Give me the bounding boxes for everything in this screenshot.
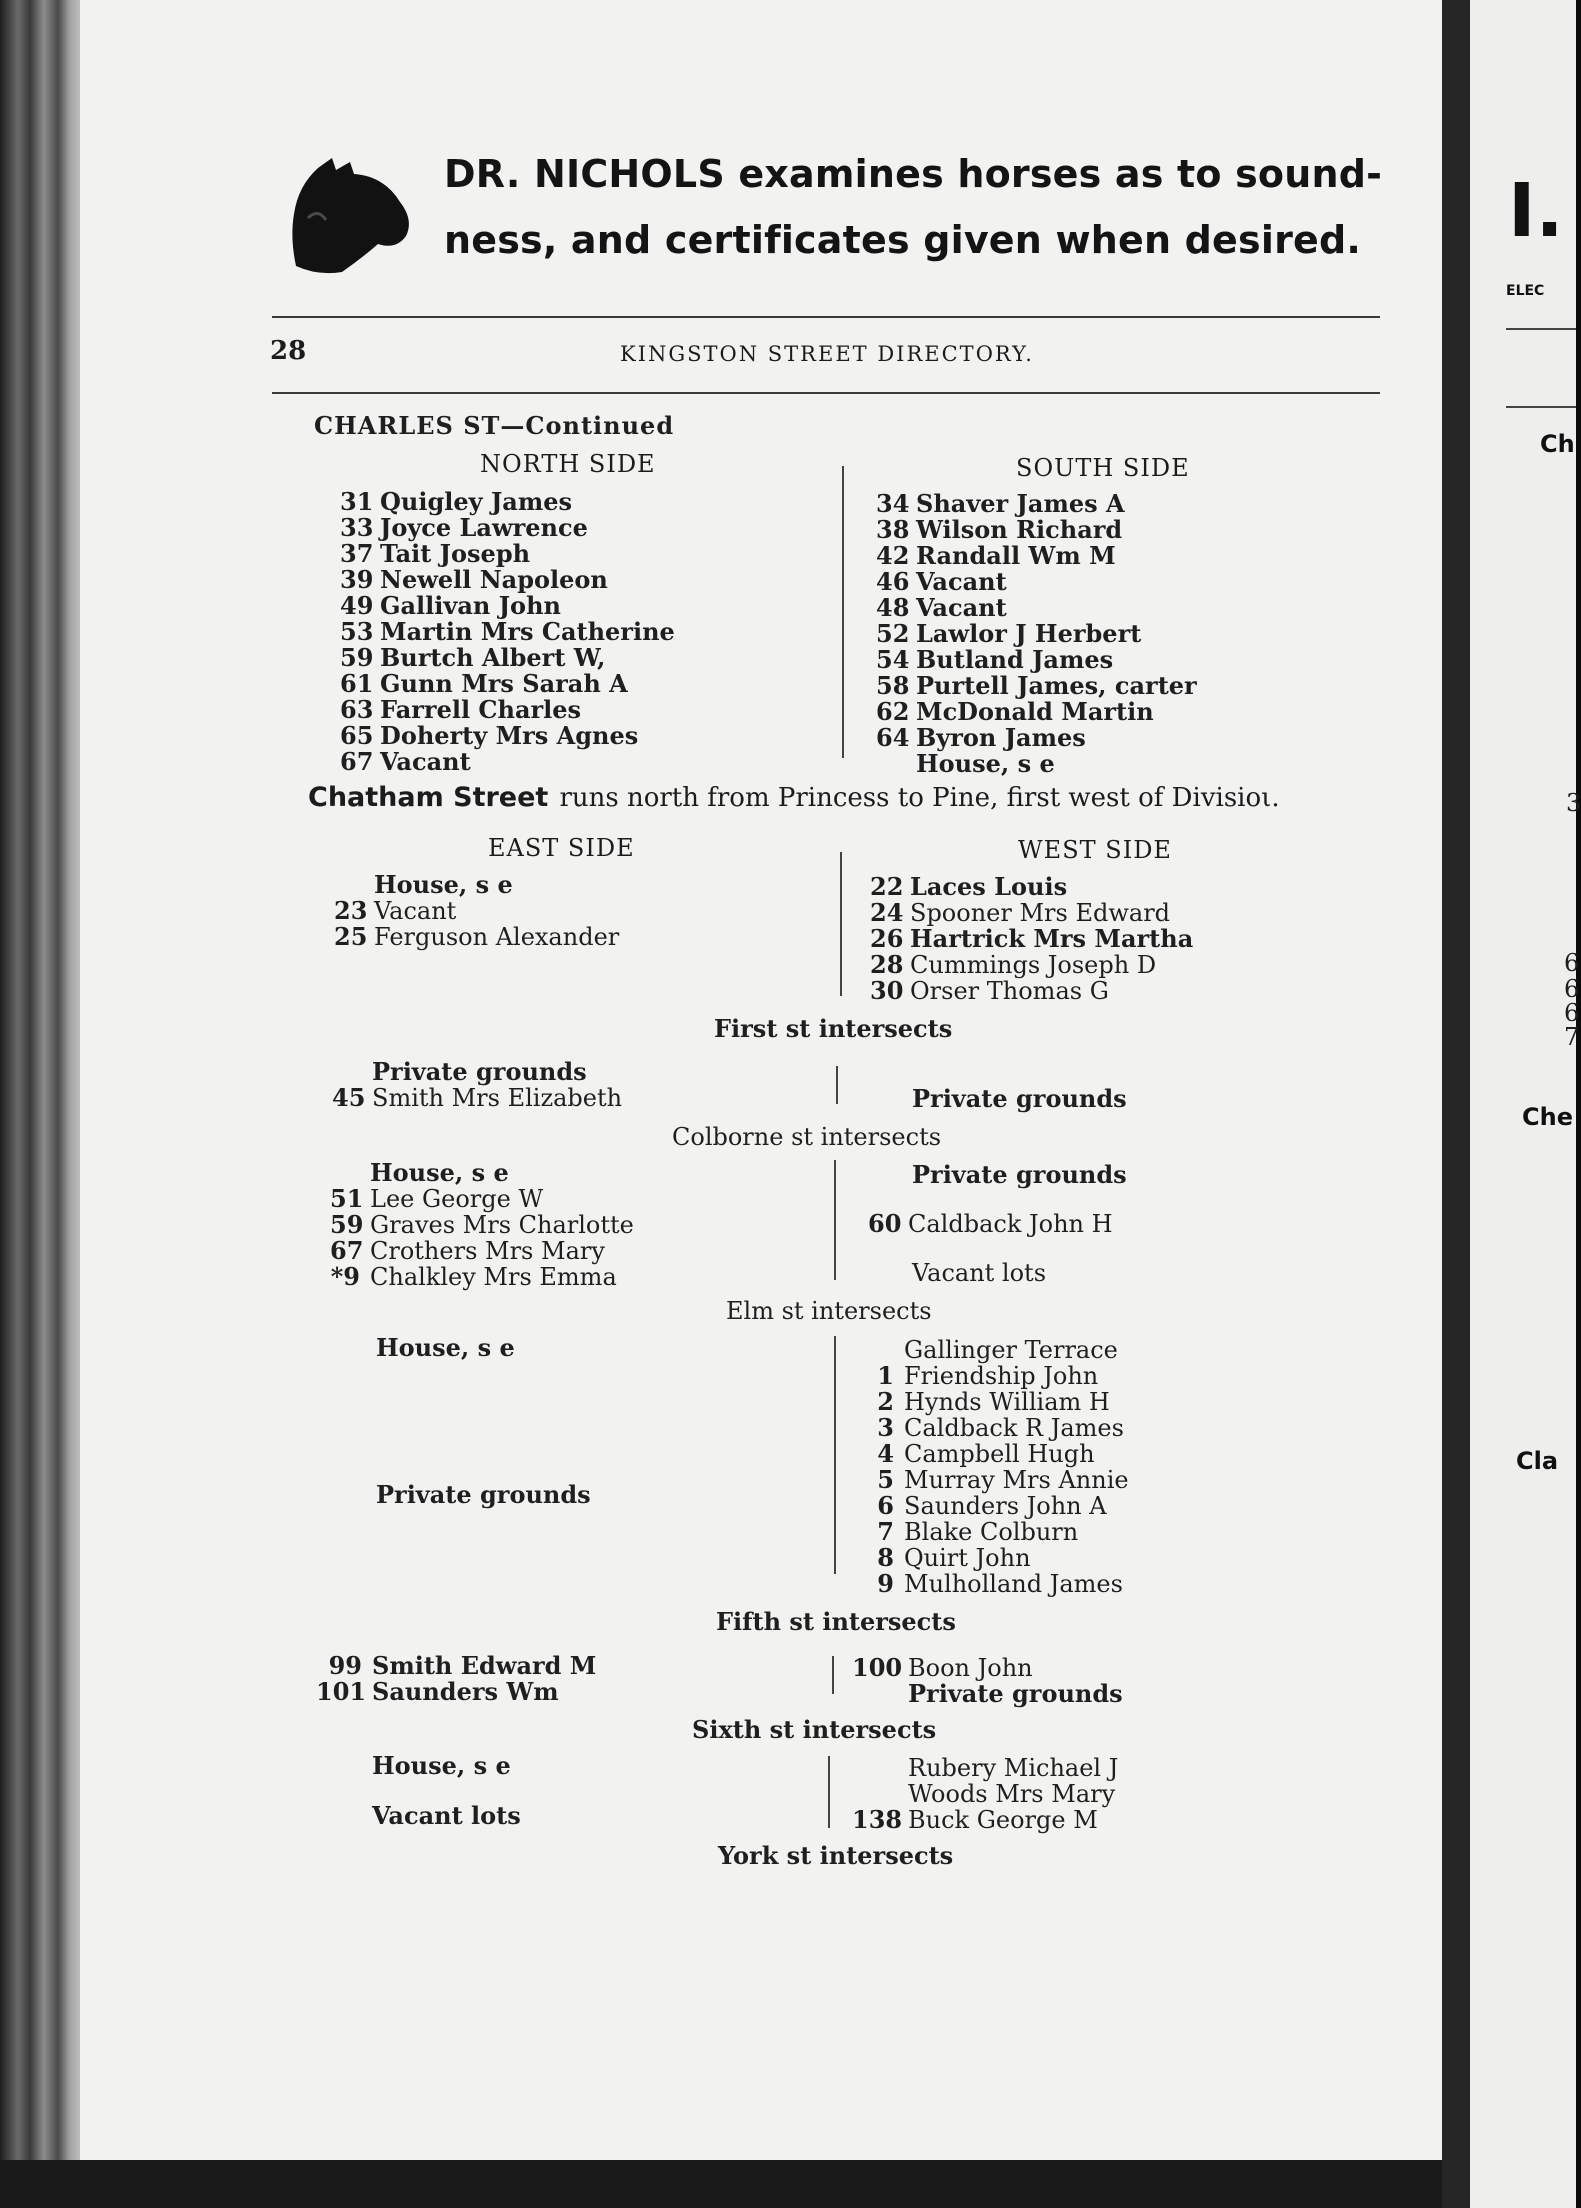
south-side-heading: SOUTH SIDE <box>1016 454 1190 482</box>
list-item: 6 Saunders John A <box>877 1491 1107 1520</box>
facing-page-number: 6 <box>1564 975 1580 1003</box>
list-item: 46 Vacant <box>876 567 1007 596</box>
list-item: 31 Quigley James <box>340 487 573 516</box>
list-item: 9 Mulholland James <box>877 1569 1123 1598</box>
list-item: Rubery Michael J <box>908 1754 1119 1782</box>
north-side-heading: NORTH SIDE <box>480 450 656 478</box>
list-item: 48 Vacant <box>876 593 1007 622</box>
list-item: 38 Wilson Richard <box>876 515 1123 544</box>
list-item: 42 Randall Wm M <box>876 541 1116 570</box>
sixth-st-intersects: Sixth st intersects <box>692 1715 937 1744</box>
ad-line-1: DR. NICHOLS examines horses as to sound- <box>444 152 1383 196</box>
list-item: 53 Martin Mrs Catherine <box>340 617 675 646</box>
york-st-intersects: York st intersects <box>718 1841 954 1870</box>
facing-page-heading-3: Cla <box>1516 1447 1559 1475</box>
west-list-block5 <box>852 1655 1123 1707</box>
list-item: 51 Lee George W <box>330 1184 544 1213</box>
chatham-street-heading <box>308 782 1280 813</box>
list-item: 22 Laces Louis <box>870 872 1068 901</box>
west-list-block1 <box>870 874 1193 1004</box>
east-list-block2 <box>332 1059 622 1111</box>
column-divider <box>842 466 844 758</box>
directory-page <box>80 0 1442 2160</box>
list-item: 25 Ferguson Alexander <box>334 922 620 951</box>
east-private-grounds: Private grounds <box>376 1480 591 1509</box>
facing-page-big-letter: I. <box>1508 168 1564 254</box>
fifth-st-intersects: Fifth st intersects <box>716 1607 956 1636</box>
list-item: 34 Shaver James A <box>876 489 1125 518</box>
facing-page-number: 7 <box>1564 1023 1580 1051</box>
list-item: 1 Friendship John <box>877 1361 1099 1390</box>
running-title: KINGSTON STREET DIRECTORY. <box>620 342 1034 366</box>
elm-st-intersects: Elm st intersects <box>726 1297 932 1325</box>
list-item: 52 Lawlor J Herbert <box>876 619 1142 648</box>
list-item: 7 Blake Colburn <box>877 1517 1079 1546</box>
list-item: House, s e <box>374 870 513 899</box>
list-item: 30 Orser Thomas G <box>870 976 1109 1005</box>
list-item: *9 Chalkley Mrs Emma <box>330 1262 617 1291</box>
list-item: Private grounds <box>372 1057 587 1086</box>
list-item: 101 Saunders Wm <box>316 1677 559 1706</box>
list-item: 54 Butland James <box>876 645 1114 674</box>
column-divider <box>828 1756 830 1828</box>
facing-page-rule <box>1506 406 1576 408</box>
list-item: 3 Caldback R James <box>877 1413 1124 1442</box>
west-list-block4 <box>864 1337 1129 1597</box>
facing-page-number: 6 <box>1564 949 1580 977</box>
column-divider <box>834 1336 836 1574</box>
list-item: 58 Purtell James, carter <box>876 671 1197 700</box>
east-house-se: House, s e <box>376 1333 515 1362</box>
list-item: Woods Mrs Mary <box>908 1780 1116 1808</box>
list-item: 4 Campbell Hugh <box>877 1439 1095 1468</box>
list-item: 63 Farrell Charles <box>340 695 582 724</box>
list-item: 59 Burtch Albert W, <box>340 643 606 672</box>
list-item: 67 Vacant <box>340 747 471 776</box>
facing-page-number: 3 <box>1566 789 1581 817</box>
facing-page-rule <box>1506 328 1576 330</box>
facing-page-heading-2: Che <box>1522 1103 1573 1131</box>
page-gutter <box>1442 0 1470 2208</box>
south-list <box>876 491 1197 777</box>
list-item: 99 Smith Edward M <box>328 1651 597 1680</box>
column-divider <box>834 1160 836 1280</box>
facing-page-small-text: ELEC <box>1506 283 1545 299</box>
list-item: 64 Byron James <box>876 723 1086 752</box>
list-item: House, s e <box>370 1158 509 1187</box>
list-item: 8 Quirt John <box>877 1543 1031 1572</box>
list-item: Gallinger Terrace <box>904 1336 1118 1364</box>
list-item: 62 McDonald Martin <box>876 697 1154 726</box>
list-item: House, s e <box>916 749 1055 778</box>
east-vacant-lots: Vacant lots <box>372 1801 521 1830</box>
list-item: 67 Crothers Mrs Mary <box>330 1236 605 1265</box>
list-item: Private grounds <box>908 1679 1123 1708</box>
list-item: 33 Joyce Lawrence <box>340 513 588 542</box>
column-divider <box>840 852 842 996</box>
list-item: 138 Buck George M <box>852 1805 1098 1834</box>
first-st-intersects: First st intersects <box>714 1014 953 1043</box>
list-item: 59 Graves Mrs Charlotte <box>330 1210 634 1239</box>
street-name: Chatham Street <box>308 782 549 813</box>
east-side-heading: EAST SIDE <box>488 834 635 862</box>
list-item: 39 Newell Napoleon <box>340 565 608 594</box>
facing-page-heading-1: Ch <box>1540 430 1575 458</box>
list-item: 60 Caldback John H <box>868 1209 1113 1238</box>
list-item: 23 Vacant <box>334 896 457 925</box>
east-house-se-2: House, s e <box>372 1751 511 1780</box>
west-side-heading: WEST SIDE <box>1018 836 1172 864</box>
colborne-st-intersects: Colborne st intersects <box>672 1123 942 1151</box>
horse-head-logo <box>288 158 418 280</box>
list-item: 28 Cummings Joseph D <box>870 950 1157 979</box>
list-item: 5 Murray Mrs Annie <box>877 1465 1129 1494</box>
west-vacant-lots: Vacant lots <box>912 1259 1047 1287</box>
charles-title: CHARLES ST—Continued <box>314 411 675 440</box>
column-divider <box>832 1656 834 1694</box>
header-rule-bottom <box>272 392 1380 394</box>
list-item: 61 Gunn Mrs Sarah A <box>340 669 628 698</box>
west-private-grounds: Private grounds <box>912 1084 1127 1113</box>
section-title-charles <box>314 413 674 439</box>
east-list-block5 <box>316 1653 596 1705</box>
list-item: 65 Doherty Mrs Agnes <box>340 721 639 750</box>
north-list <box>340 489 675 775</box>
list-item: 37 Tait Joseph <box>340 539 531 568</box>
list-item: 2 Hynds William H <box>877 1387 1110 1416</box>
west-private-grounds-2: Private grounds <box>912 1160 1127 1189</box>
header-rule-top <box>272 316 1380 318</box>
list-item: 24 Spooner Mrs Edward <box>870 898 1171 927</box>
list-item: 100 Boon John <box>852 1653 1033 1682</box>
page-bottom-edge <box>0 2160 1442 2208</box>
east-list-block3 <box>330 1160 634 1290</box>
east-list-block1 <box>334 872 619 950</box>
facing-page-number: 6 <box>1564 999 1580 1027</box>
west-list-block6 <box>852 1755 1118 1833</box>
page-number: 28 <box>270 336 307 366</box>
street-description: runs north from Princess to Pine, first west of Divisioι. <box>559 783 1280 813</box>
list-item: 45 Smith Mrs Elizabeth <box>332 1083 623 1112</box>
ad-line-2: ness, and certificates given when desired. <box>444 218 1362 262</box>
list-item: 49 Gallivan John <box>340 591 561 620</box>
column-divider <box>836 1066 838 1104</box>
list-item: 26 Hartrick Mrs Martha <box>870 924 1194 953</box>
book-binding-edge <box>0 0 80 2208</box>
